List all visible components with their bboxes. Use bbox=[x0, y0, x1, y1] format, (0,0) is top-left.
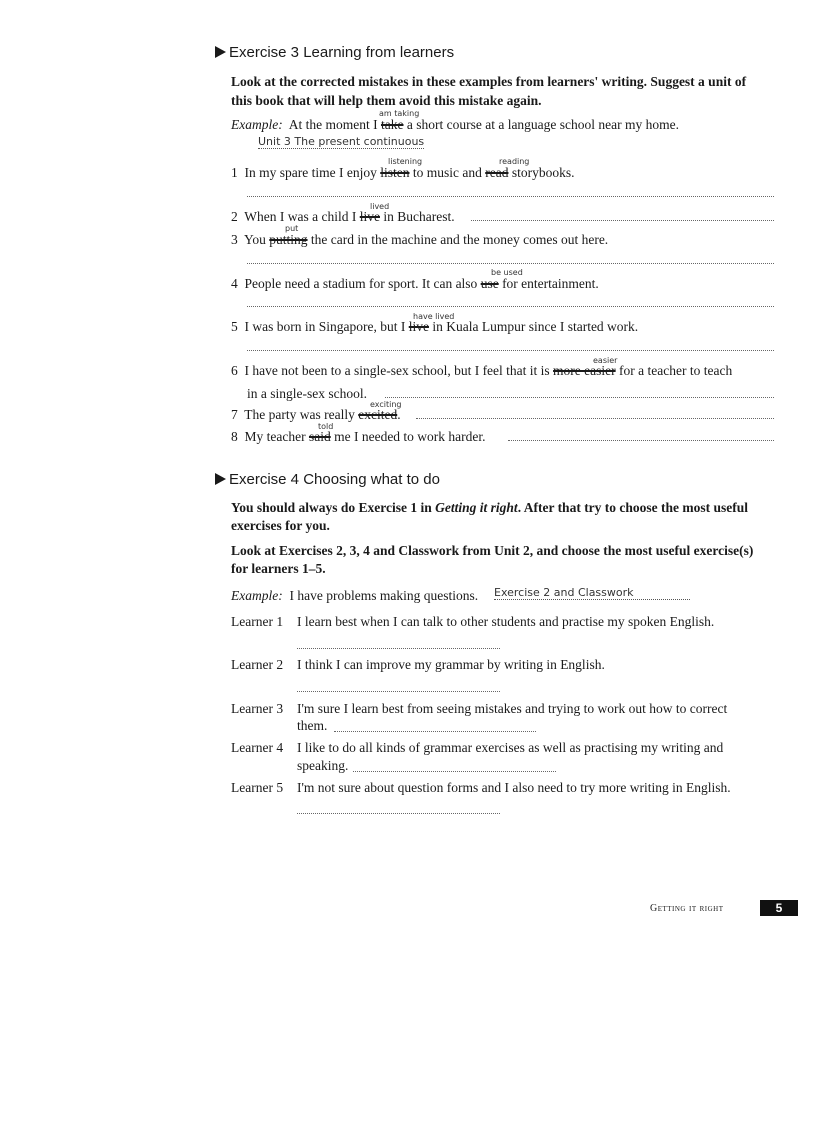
item-5: 5 I was born in Singapore, but I live in Kuala Lumpur since I started work. bbox=[231, 319, 639, 334]
item-8: 8 My teacher said me I needed to work harder. bbox=[231, 429, 486, 444]
learner-4-label: Learner 4 bbox=[231, 740, 284, 755]
ex4-example-answer: Exercise 2 and Classwork bbox=[494, 586, 690, 600]
answer-line-5[interactable] bbox=[247, 350, 774, 351]
learner-3-text-line2: them. bbox=[297, 718, 328, 733]
triangle-icon bbox=[215, 46, 226, 58]
item-4: 4 People need a stadium for sport. It can also use for entertainment. bbox=[231, 276, 599, 291]
learner-2-answer[interactable] bbox=[297, 691, 500, 692]
example-correction: am taking bbox=[379, 109, 420, 118]
item4-correction: be used bbox=[491, 268, 523, 277]
item7-correction: exciting bbox=[370, 400, 402, 409]
learner-5-answer[interactable] bbox=[297, 813, 500, 814]
ex4-para1-line2: exercises for you. bbox=[231, 518, 330, 533]
item2-correction: lived bbox=[370, 202, 390, 211]
item-2: 2 When I was a child I live in Bucharest. bbox=[231, 209, 455, 224]
ex4-para1-line1: You should always do Exercise 1 in Getting it right. After that try to choose the most useful bbox=[231, 500, 749, 515]
answer-line-4[interactable] bbox=[247, 306, 774, 307]
answer-line-3[interactable] bbox=[247, 263, 774, 264]
item-7: 7 The party was really excited. bbox=[231, 407, 401, 422]
ex4-para2-line1: Look at Exercises 2, 3, 4 and Classwork from Unit 2, and choose the most useful exercise(s) bbox=[231, 543, 754, 558]
learner-1-answer[interactable] bbox=[297, 648, 500, 649]
ex4-example: Example: I have problems making questions. bbox=[231, 588, 479, 603]
triangle-icon bbox=[215, 473, 226, 485]
exercise-4-heading: Exercise 4 Choosing what to do bbox=[215, 471, 440, 488]
learner-4-text: I like to do all kinds of grammar exercises as well as practising my writing and bbox=[297, 740, 724, 755]
learner-4-text-line2: speaking. bbox=[297, 758, 349, 773]
item-1: 1 In my spare time I enjoy listen to music and read storybooks. bbox=[231, 165, 575, 180]
learner-5-text: I'm not sure about question forms and I also need to try more writing in English. bbox=[297, 780, 731, 795]
item1-correction-a: listening bbox=[388, 157, 423, 166]
page-number: 5 bbox=[760, 900, 798, 916]
exercise-3-heading: Exercise 3 Learning from learners bbox=[215, 44, 454, 61]
ex3-instruction-line2: this book that will help them avoid this mistake again. bbox=[231, 93, 542, 108]
answer-line-7[interactable] bbox=[416, 418, 774, 419]
ex3-example: Example: At the moment I take a short course at a language school near my home. bbox=[231, 117, 680, 132]
answer-line-2[interactable] bbox=[471, 220, 774, 221]
footer-book-title: Getting it right bbox=[650, 903, 724, 914]
learner-3-label: Learner 3 bbox=[231, 701, 284, 716]
item-6-line2: in a single-sex school. bbox=[247, 386, 367, 401]
item5-correction: have lived bbox=[413, 312, 455, 321]
answer-line-6[interactable] bbox=[385, 397, 774, 398]
item-6: 6 I have not been to a single-sex school, but I feel that it is more easier for a teacher to teach bbox=[231, 363, 733, 378]
ex3-instruction-line1: Look at the corrected mistakes in these examples from learners' writing. Suggest a unit of bbox=[231, 74, 747, 89]
learner-4-answer[interactable] bbox=[353, 771, 556, 772]
learner-5-label: Learner 5 bbox=[231, 780, 284, 795]
answer-line-8[interactable] bbox=[508, 440, 774, 441]
learner-2-text: I think I can improve my grammar by writing in English. bbox=[297, 657, 605, 672]
learner-3-answer[interactable] bbox=[334, 731, 536, 732]
learner-3-text: I'm sure I learn best from seeing mistakes and trying to work out how to correct bbox=[297, 701, 728, 716]
learner-1-text: I learn best when I can talk to other students and practise my spoken English. bbox=[297, 614, 715, 629]
item3-correction: put bbox=[285, 224, 299, 233]
learner-2-label: Learner 2 bbox=[231, 657, 284, 672]
learner-1-label: Learner 1 bbox=[231, 614, 284, 629]
item-3: 3 You putting the card in the machine and the money comes out here. bbox=[231, 232, 609, 247]
item8-correction: told bbox=[318, 422, 334, 431]
ex3-example-answer: Unit 3 The present continuous bbox=[258, 135, 425, 148]
answer-line-1[interactable] bbox=[247, 196, 774, 197]
item6-correction: easier bbox=[593, 356, 618, 365]
ex4-para2-line2: for learners 1–5. bbox=[231, 561, 326, 576]
item1-correction-b: reading bbox=[499, 157, 530, 166]
